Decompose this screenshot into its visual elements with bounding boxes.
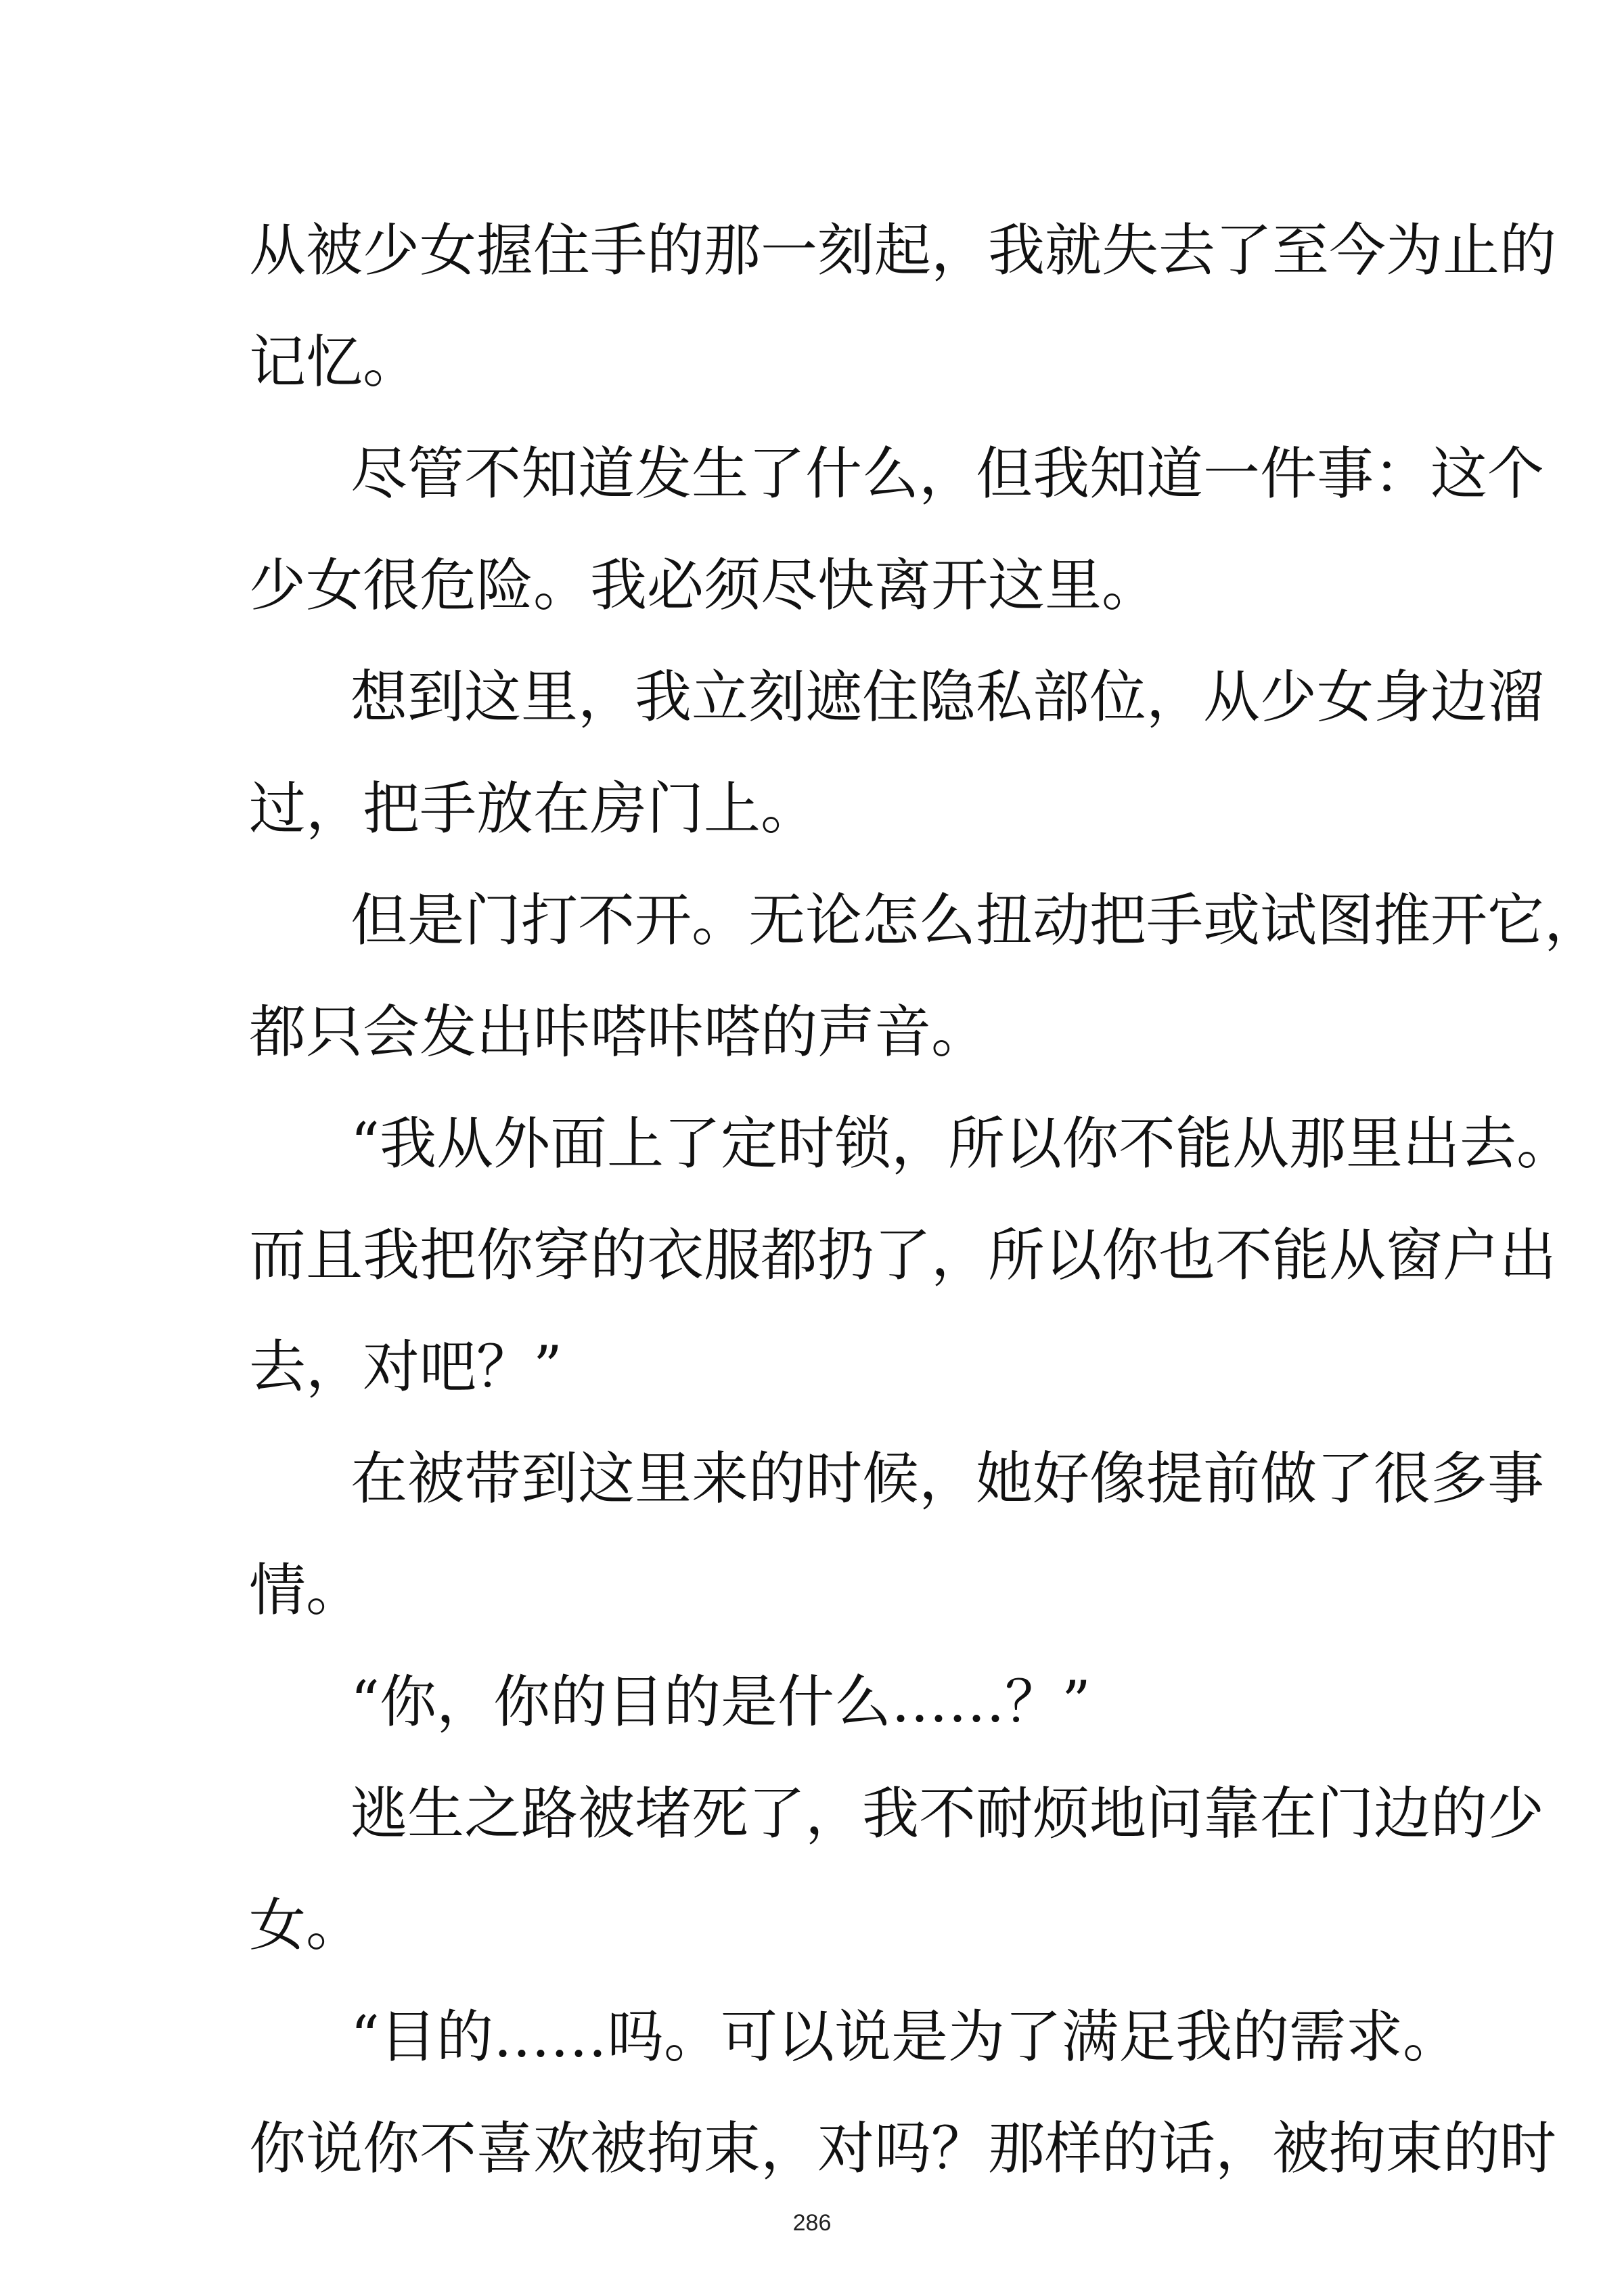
text-line: 逃生之路被堵死了，我不耐烦地问靠在门边的少	[351, 1780, 1545, 1847]
text-line: 尽管不知道发生了什么，但我知道一件事：这个	[351, 441, 1545, 507]
text-line: 在被带到这里来的时候，她好像提前做了很多事	[351, 1445, 1545, 1512]
text-line: “你，你的目的是什么……？”	[351, 1669, 1091, 1735]
text-line: “我从外面上了定时锁，所以你不能从那里出去。	[351, 1110, 1573, 1177]
text-line: 记忆。	[249, 329, 420, 395]
text-line: 去，对吧？”	[249, 1334, 562, 1400]
text-line: 但是门打不开。无论怎么扭动把手或试图推开它，	[351, 887, 1602, 953]
text-line: 想到这里，我立刻遮住隐私部位，从少女身边溜	[351, 664, 1545, 730]
text-line: 从被少女握住手的那一刻起，我就失去了至今为止的	[249, 217, 1557, 284]
text-line: “目的……吗。可以说是为了满足我的需求。	[351, 2004, 1460, 2070]
page-number: 286	[792, 2210, 832, 2236]
text-line: 你说你不喜欢被拘束，对吗？那样的话，被拘束的时	[249, 2115, 1557, 2182]
text-line: 过，把手放在房门上。	[249, 775, 818, 842]
body-text	[249, 210, 1602, 2220]
text-line: 都只会发出咔嗒咔嗒的声音。	[249, 999, 989, 1065]
text-line: 少女很危险。我必须尽快离开这里。	[249, 552, 1159, 618]
text-line: 女。	[249, 1892, 363, 1958]
text-line: 而且我把你穿的衣服都扔了，所以你也不能从窗户出	[249, 1222, 1557, 1288]
text-line: 情。	[249, 1557, 363, 1623]
